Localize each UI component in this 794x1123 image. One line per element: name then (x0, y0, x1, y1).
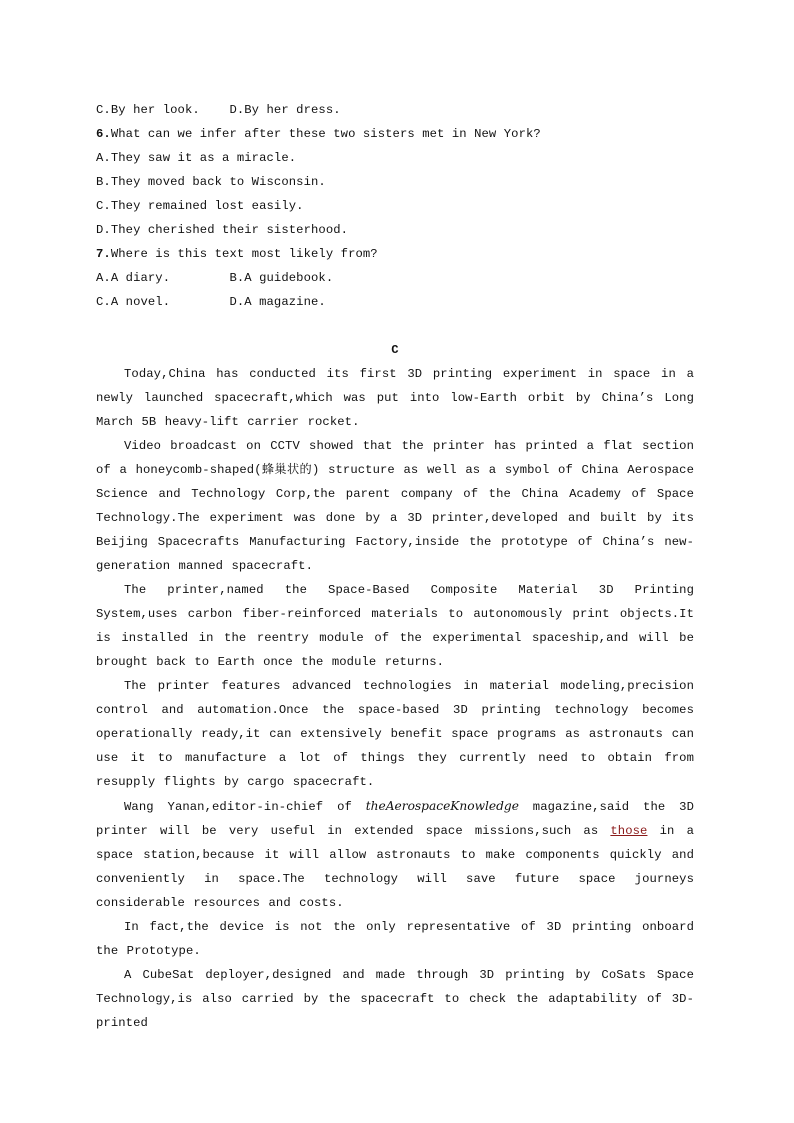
paragraph-5-start: Wang Yanan,editor-in-chief of (124, 800, 366, 814)
paragraph-1: Today,China has conducted its first 3D printing experiment in space in a newly launched spacecraft,which was put into low-Earth orbit by China’s Long March 5B heavy-lift carrier rocket. (96, 367, 694, 429)
q6-option-a: A.They saw it as a miracle. (96, 151, 297, 165)
paragraph-3: The printer,named the Space-Based Composite Material 3D Printing System,uses carbon fiber-reinforced materials to autonomously print objects.It is installed in the reentry module of the experimental spaceship,and will be brought back to Earth once the module returns. (96, 583, 694, 669)
q7-options-row2: C.A novel. D.A magazine. (96, 295, 326, 309)
q7-stem (96, 242, 694, 266)
those-link[interactable]: those (610, 824, 648, 838)
q6-option-c: C.They remained lost easily. (96, 199, 304, 213)
q7-number: 7. (96, 247, 111, 261)
paragraph-2: Video broadcast on CCTV showed that the printer has printed a flat section of a honeycomb-shaped(蜂巢状的) structure as well as a symbol of China Aerospace Science and Technology Corp,the parent company of the China Academy of Space Technology.The experiment was done by a 3D printer,developed and built by its Beijing Spacecrafts Manufacturing Factory,inside the prototype of China’s new-generation manned spacecraft. (96, 439, 694, 573)
paragraph-6: In fact,the device is not the only representative of 3D printing onboard the Prototype. (96, 920, 694, 958)
q6-option-d: D.They cherished their sisterhood. (96, 223, 349, 237)
q6-option-b: B.They moved back to Wisconsin. (96, 175, 326, 189)
paragraph-7: A CubeSat deployer,designed and made through 3D printing by CoSats Space Technology,is also carried by the spacecraft to check the adaptability of 3D-printed (96, 968, 694, 1030)
paragraph-5 (96, 794, 694, 915)
paragraph-5-middle: magazine,said the 3D printer will be very useful in extended space missions,such as (96, 800, 694, 838)
passage-title: C (391, 343, 399, 357)
paragraph-4: The printer features advanced technologies in material modeling,precision control and automation.Once the space-based 3D printing technology becomes operationally ready,it can extensively benefit space programs as astronauts can use it to manufacture a lot of things they currently need to obtain from resupply flights by cargo spacecraft. (96, 679, 694, 789)
q7-options-row1: A.A diary. B.A guidebook. (96, 271, 334, 285)
q6-number: 6. (96, 127, 111, 141)
q6-stem (96, 122, 694, 146)
paragraph-5-end: in a space station,because it will allow astronauts to make components quickly and conveniently in space.The technology will save future space journeys considerable resources and costs. (96, 824, 695, 910)
document-body (96, 98, 694, 1035)
magazine-name: theAerospaceKnowledge (365, 799, 519, 813)
q7-stem-text: Where is this text most likely from? (110, 247, 378, 261)
q5-options-cd: C.By her look. D.By her dress. (96, 103, 341, 117)
q6-stem-text: What can we infer after these two sisters met in New York? (110, 127, 541, 141)
